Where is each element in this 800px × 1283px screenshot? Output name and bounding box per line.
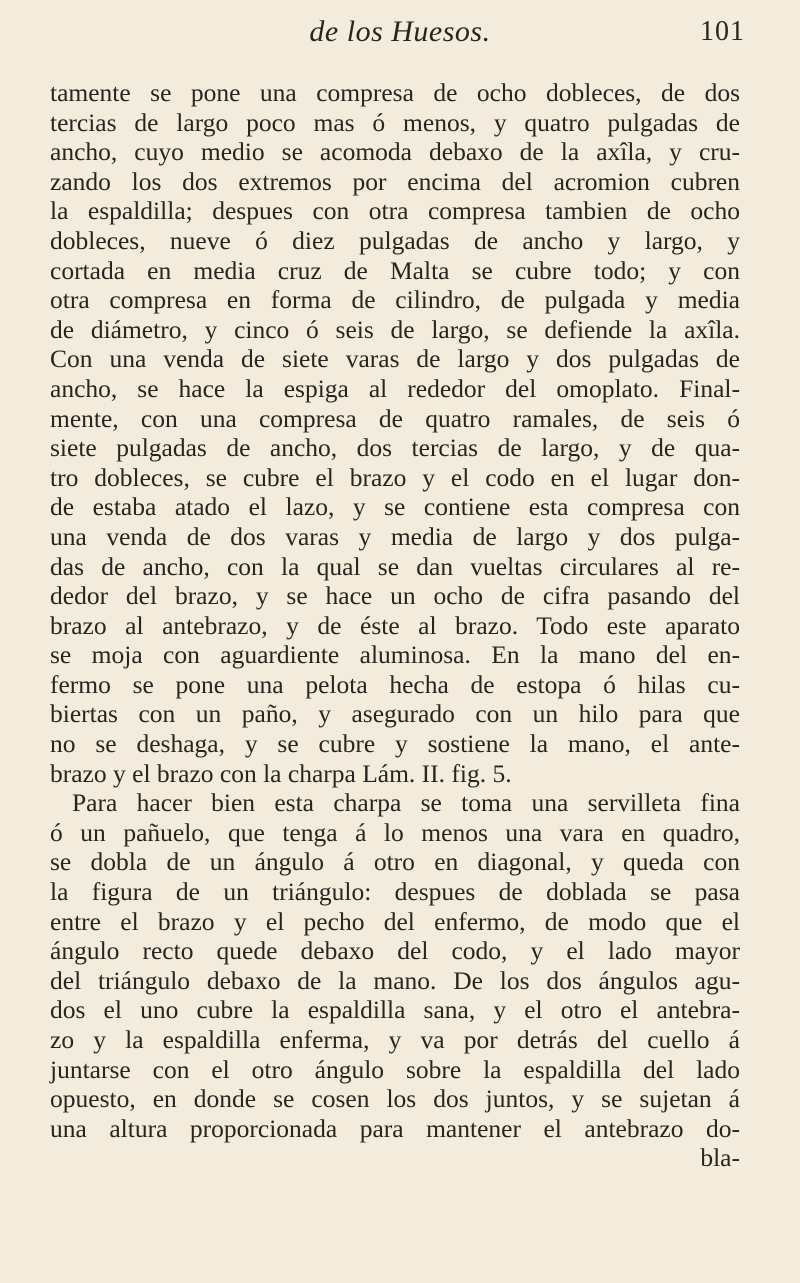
text-line: ángulo recto quede debaxo del codo, y el lado mayor — [50, 936, 740, 966]
text-line: siete pulgadas de ancho, dos tercias de largo, y de qua- — [50, 433, 740, 463]
text-line: tercias de largo poco mas ó menos, y quatro pulgadas de — [50, 107, 740, 137]
text-line: Para hacer bien esta charpa se toma una servilleta fina — [72, 788, 740, 818]
text-line: mente, con una compresa de quatro ramales, de seis ó — [50, 403, 740, 433]
text-line: Con una venda de siete varas de largo y dos pulgadas de — [50, 344, 740, 374]
text-line: tamente se pone una compresa de ocho dobleces, de dos — [50, 78, 740, 107]
text-line: otra compresa en forma de cilindro, de pulgada y media — [50, 285, 740, 315]
text-line: ancho, se hace la espiga al rededor del omoplato. Final- — [50, 373, 740, 403]
text-line: de diámetro, y cinco ó seis de largo, se defiende la axîla. — [50, 314, 740, 344]
text-line: opuesto, en donde se cosen los dos juntos, y se sujetan á — [50, 1084, 740, 1114]
text-line: brazo y el brazo con la charpa Lám. II. fig. 5. — [50, 758, 512, 788]
text-line: entre el brazo y el pecho del enfermo, de modo que el — [50, 906, 740, 936]
running-title: de los Huesos. — [309, 15, 491, 48]
text-line: una venda de dos varas y media de largo y dos pulga- — [50, 521, 740, 551]
body-text — [50, 78, 740, 1173]
text-line: zando los dos extremos por encima del acromion cubren — [50, 166, 740, 196]
text-line: una altura proporcionada para mantener el antebrazo do- — [50, 1113, 740, 1143]
text-line: se moja con aguardiente aluminosa. En la mano del en- — [50, 640, 740, 670]
text-line: de estaba atado el lazo, y se contiene esta compresa con — [50, 492, 740, 522]
text-line: cortada en media cruz de Malta se cubre todo; y con — [50, 255, 740, 285]
text-line: del triángulo debaxo de la mano. De los dos ángulos agu- — [50, 965, 740, 995]
text-line: fermo se pone una pelota hecha de estopa ó hilas cu- — [50, 669, 740, 699]
text-line: brazo al antebrazo, y de éste al brazo. Todo este aparato — [50, 610, 740, 640]
text-line: bla- — [700, 1143, 740, 1173]
text-line: dobleces, nueve ó diez pulgadas de ancho y largo, y — [50, 225, 740, 255]
page-number: 101 — [700, 16, 745, 47]
text-line: no se deshaga, y se cubre y sostiene la mano, el ante- — [50, 729, 740, 759]
text-line: juntarse con el otro ángulo sobre la espaldilla del lado — [50, 1054, 740, 1084]
page-header — [0, 12, 800, 52]
text-line: ó un pañuelo, que tenga á lo menos una vara en quadro, — [50, 817, 740, 847]
text-line: la figura de un triángulo: despues de doblada se pasa — [50, 877, 740, 907]
text-line: ancho, cuyo medio se acomoda debaxo de la axîla, y cru- — [50, 137, 740, 167]
text-line: biertas con un paño, y asegurado con un hilo para que — [50, 699, 740, 729]
text-line: zo y la espaldilla enferma, y va por detrás del cuello á — [50, 1025, 740, 1054]
text-line: dedor del brazo, y se hace un ocho de cifra pasando del — [50, 581, 740, 611]
text-line: tro dobleces, se cubre el brazo y el codo en el lugar don- — [50, 462, 740, 492]
text-line: das de ancho, con la qual se dan vueltas circulares al re- — [50, 551, 740, 581]
text-line: la espaldilla; despues con otra compresa tambien de ocho — [50, 196, 740, 226]
text-line: dos el uno cubre la espaldilla sana, y el otro el antebra- — [50, 995, 740, 1025]
text-line: se dobla de un ángulo á otro en diagonal, y queda con — [50, 847, 740, 877]
